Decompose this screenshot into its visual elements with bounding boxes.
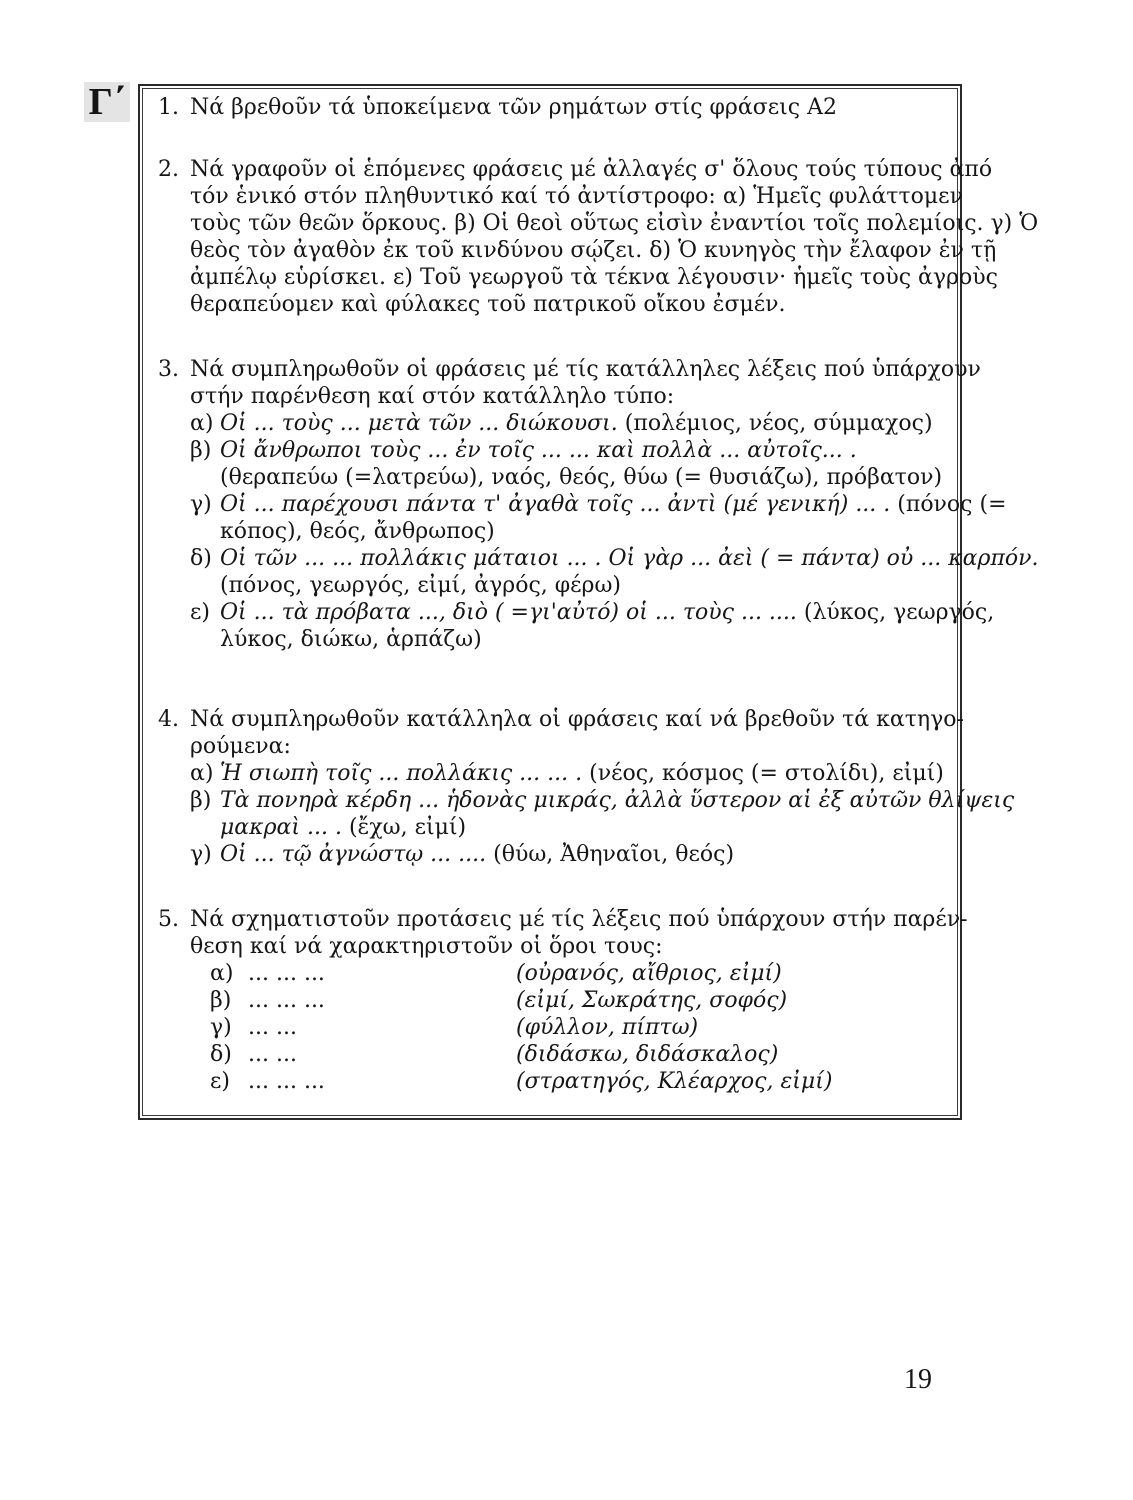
item-text: Ἡ σιωπὴ τοῖς ... πολλάκις ... ... . [220,761,583,786]
section-marker: Γ΄ [84,82,130,122]
exercise-number: 2. [158,157,179,182]
item-label: δ) [210,1042,232,1067]
item-text: Οἱ τῶν ... ... πολλάκις μάταιοι ... . Οἱ γὰρ ... ἀεὶ ( = πάντα) οὐ ... καρπόν. [220,546,1039,571]
item-label: α) [190,411,214,436]
exercise-intro-line: θεση καί νά χαρακτηριστοῦν οἱ ὅροι τους: [190,934,663,959]
blank-dots: ... ... ... [248,1069,325,1094]
item-text: Οἱ ... τὰ πρόβατα ..., διὸ ( =γι'αὐτό) οἱ ... τοὺς ... .... [220,600,797,625]
item-hint: (πόνος, γεωργός, εἰμί, ἀγρός, φέρω) [220,573,622,598]
exercise-line: Νά γραφοῦν οἱ ἑπόμενες φράσεις μέ ἀλλαγές σ' ὅλους τούς τύπους ἀπό [190,157,993,182]
item-words: (εἰμί, Σωκράτης, σοφός) [516,988,788,1013]
item-text: μακραὶ ... . [220,815,342,840]
item-words: (στρατηγός, Κλέαρχος, εἰμί) [516,1069,833,1094]
exercise-text: Νά βρεθοῦν τά ὑποκείμενα τῶν ρημάτων στίς φράσεις Α2 [190,95,837,120]
item-label: γ) [190,842,212,867]
item-words: (οὐρανός, αἴθριος, εἰμί) [516,961,782,986]
page-number: 19 [904,1364,932,1395]
item-label: δ) [190,546,212,571]
item-hint: λύκος, διώκω, ἁρπάζω) [220,627,482,652]
exercise-intro-line: στήν παρένθεση καί στόν κατάλληλο τύπο: [190,384,675,409]
item-label: α) [190,761,214,786]
exercise-item [190,841,948,868]
item-words: (διδάσκω, διδάσκαλος) [516,1042,779,1067]
exercise-line: τόν ἑνικό στόν πληθυντικό καί τό ἀντίστροφο: α) Ἡμεῖς φυλάττομεν [190,184,963,209]
item-label: β) [190,788,212,813]
exercise-intro-line: Νά σχηματιστοῦν προτάσεις μέ τίς λέξεις πού ὑπάρχουν στήν παρέν- [190,907,968,932]
item-text: Οἱ ἄνθρωποι τοὺς ... ἐν τοῖς ... ... καὶ πολλὰ ... αὐτοῖς... . [220,438,857,463]
exercise-row [190,987,948,1014]
exercise-line: θεραπεύομεν καὶ φύλακες τοῦ πατρικοῦ οἴκου ἐσμέν. [190,292,786,317]
exercise-row [190,1041,948,1068]
item-hint: (θύω, Ἀθηναῖοι, θεός) [486,842,735,867]
blank-dots: ... ... ... [248,988,325,1013]
item-hint: (πολέμιος, νέος, σύμμαχος) [617,411,933,436]
blank-dots: ... ... ... [248,961,325,986]
item-hint: (λύκος, γεωργός, [796,600,995,625]
exercise-number: 4. [158,707,179,732]
exercise-row [190,1068,948,1095]
item-label: α) [210,961,234,986]
item-hint: κόπος), θεός, ἄνθρωπος) [220,519,495,544]
item-hint: (πόνος (= [890,492,1007,517]
exercise-row [190,960,948,987]
exercise-item [190,410,948,437]
exercise-item [190,545,1039,572]
exercise-intro-line: Νά συμπληρωθοῦν κατάλληλα οἱ φράσεις καί νά βρεθοῦν τά κατηγο- [190,707,964,732]
item-continuation [190,814,948,841]
item-hint: (θεραπεύω (=λατρεύω), ναός, θεός, θύω (= θυσιάζω), πρόβατον) [220,465,943,490]
exercise-line: θεὸς τὸν ἀγαθὸν ἐκ τοῦ κινδύνου σῴζει. δ) Ὁ κυνηγὸς τὴν ἔλαφον ἐν τῇ [190,238,997,263]
item-label: γ) [190,492,212,517]
exercise-intro-line: ρούμενα: [190,734,291,759]
item-hint: (ἔχω, εἰμί) [341,815,467,840]
blank-dots: ... ... [248,1042,297,1067]
item-label: γ) [210,1015,232,1040]
exercise-item [190,437,948,464]
exercise-number: 3. [158,357,179,382]
exercise-item [190,599,995,626]
exercise-line: ἀμπέλῳ εὑρίσκει. ε) Τοῦ γεωργοῦ τὰ τέκνα λέγουσιν· ἡμεῖς τοὺς ἀγροὺς [190,265,998,290]
blank-dots: ... ... [248,1015,297,1040]
item-label: ε) [210,1069,230,1094]
exercise-item [190,491,1007,518]
exercise-intro-line: Νά συμπληρωθοῦν οἱ φράσεις μέ τίς κατάλληλες λέξεις πού ὑπάρχουν [190,357,981,382]
exercise-row [190,1014,948,1041]
exercise-item [190,787,1015,814]
item-words: (φύλλον, πίπτω) [516,1015,699,1040]
item-text: Οἱ ... τοὺς ... μετὰ τῶν ... διώκουσι. [220,411,618,436]
exercise-item [190,760,948,787]
exercise-number: 1. [158,95,179,120]
item-label: ε) [190,600,210,625]
item-label: β) [190,438,212,463]
item-text: Τὰ πονηρὰ κέρδη ... ἡδονὰς μικράς, ἀλλὰ ὕστερον αἱ ἐξ αὐτῶν θλίψεις [220,788,1015,813]
exercise-line: τοὺς τῶν θεῶν ὅρκους. β) Οἱ θεοὶ οὕτως εἰσὶν ἐναντίοι τοῖς πολεμίοις. γ) Ὁ [190,211,1039,236]
item-hint: (νέος, κόσμος (= στολίδι), εἰμί) [582,761,944,786]
exercise-box [138,84,1039,1120]
item-text: Οἱ ... τῷ ἀγνώστῳ ... .... [220,842,487,867]
item-label: β) [210,988,232,1013]
exercise-number: 5. [158,907,179,932]
item-text: Οἱ ... παρέχουσι πάντα τ' ἀγαθὰ τοῖς ... ἀντὶ (μέ γενική) ... . [220,492,891,517]
